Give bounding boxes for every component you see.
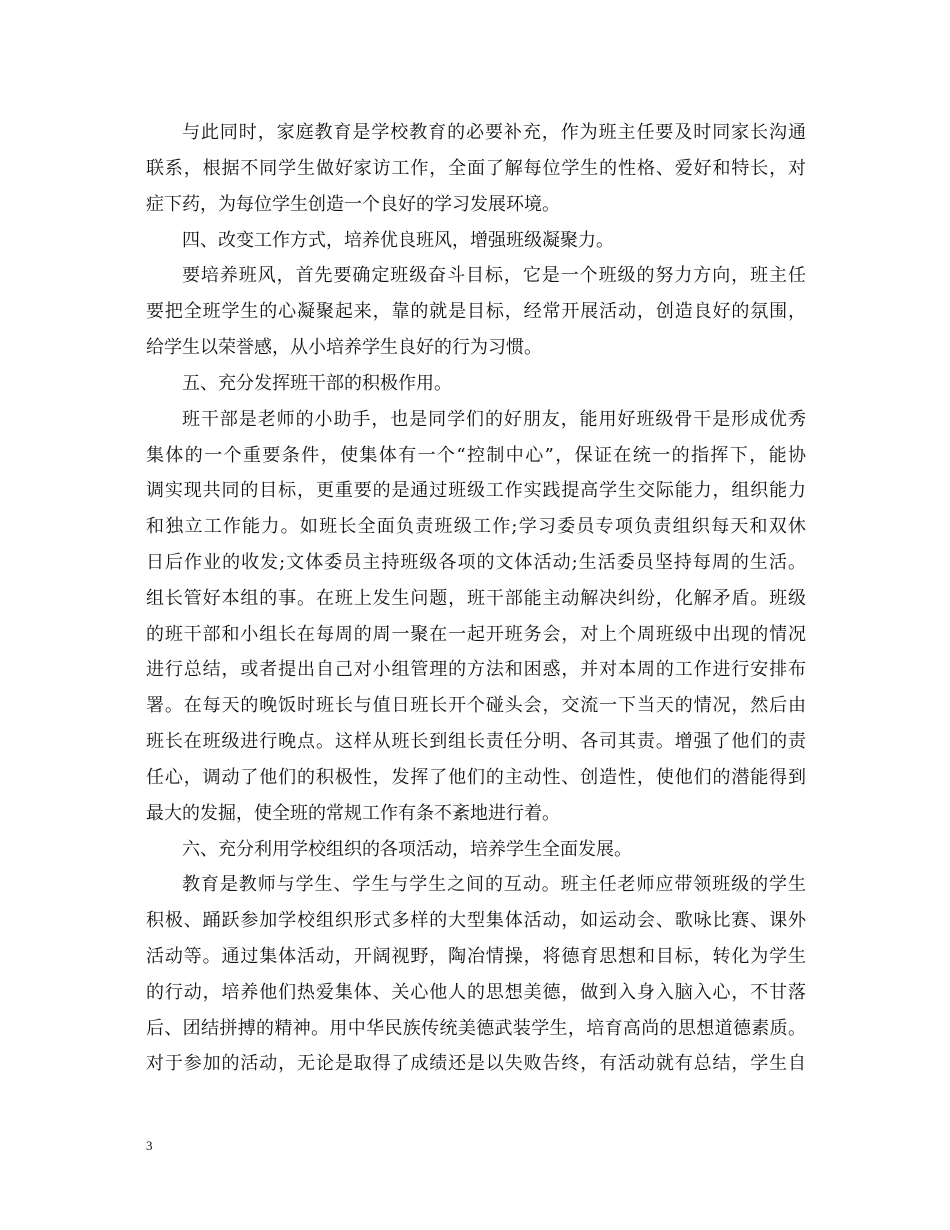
section-heading: 四、改变工作方式，培养优良班风，增强班级凝聚力。 (182, 230, 614, 251)
text-line: 积极、踊跃参加学校组织形式多样的大型集体活动，如运动会、歌咏比赛、课外 (146, 910, 806, 931)
text-line: 要培养班风，首先要确定班级奋斗目标，它是一个班级的努力方向，班主任 (182, 265, 806, 286)
text-line: 集体的一个重要条件，使集体有一个“控制中心”，保证在统一的指挥下，能协 (146, 445, 806, 466)
page-number: 3 (146, 1138, 153, 1153)
text-line: 班长在班级进行晚点。这样从班长到组长责任分明、各司其责。增强了他们的责 (146, 731, 806, 752)
text-line: 的班干部和小组长在每周的周一聚在一起开班务会，对上个周班级中出现的情况 (146, 624, 806, 645)
text-line: 署。在每天的晚饭时班长与值日班长开个碰头会，交流一下当天的情况，然后由 (146, 695, 806, 716)
text-line: 日后作业的收发;文体委员主持班级各项的文体活动;生活委员坚持每周的生活。 (146, 552, 806, 573)
text-line: 与此同时，家庭教育是学校教育的必要补充，作为班主任要及时同家长沟通 (182, 122, 806, 143)
text-line: 对于参加的活动，无论是取得了成绩还是以失败告终，有活动就有总结，学生自 (146, 1053, 806, 1074)
section-heading: 六、充分利用学校组织的各项活动，培养学生全面发展。 (182, 839, 632, 860)
text-line: 活动等。通过集体活动，开阔视野，陶冶情操，将德育思想和目标，转化为学生 (146, 946, 806, 967)
text-line: 给学生以荣誉感，从小培养学生良好的行为习惯。 (146, 337, 542, 358)
text-line: 教育是教师与学生、学生与学生之间的互动。班主任老师应带领班级的学生 (182, 874, 806, 895)
text-line: 后、团结拼搏的精神。用中华民族传统美德武装学生，培育高尚的思想道德素质。 (146, 1018, 806, 1039)
text-line: 最大的发掘，使全班的常规工作有条不紊地进行着。 (146, 803, 560, 824)
text-line: 组长管好本组的事。在班上发生问题，班干部能主动解决纠纷，化解矛盾。班级 (146, 588, 806, 609)
text-line: 症下药，为每位学生创造一个良好的学习发展环境。 (146, 194, 560, 215)
text-line: 和独立工作能力。如班长全面负责班级工作;学习委员专项负责组织每天和双休 (146, 516, 806, 537)
section-heading: 五、充分发挥班干部的积极作用。 (182, 373, 452, 394)
text-line: 的行动，培养他们热爱集体、关心他人的思想美德，做到入身入脑入心，不甘落 (146, 982, 806, 1003)
text-line: 调实现共同的目标，更重要的是通过班级工作实践提高学生交际能力，组织能力 (146, 480, 806, 501)
text-line: 要把全班学生的心凝聚起来，靠的就是目标，经常开展活动，创造良好的氛围， (146, 301, 806, 322)
text-line: 联系，根据不同学生做好家访工作，全面了解每位学生的性格、爱好和特长，对 (146, 158, 806, 179)
text-line: 进行总结，或者提出自己对小组管理的方法和困惑，并对本周的工作进行安排布 (146, 659, 806, 680)
text-line: 任心，调动了他们的积极性，发挥了他们的主动性、创造性，使他们的潜能得到 (146, 767, 806, 788)
text-line: 班干部是老师的小助手，也是同学们的好朋友，能用好班级骨干是形成优秀 (182, 409, 806, 430)
